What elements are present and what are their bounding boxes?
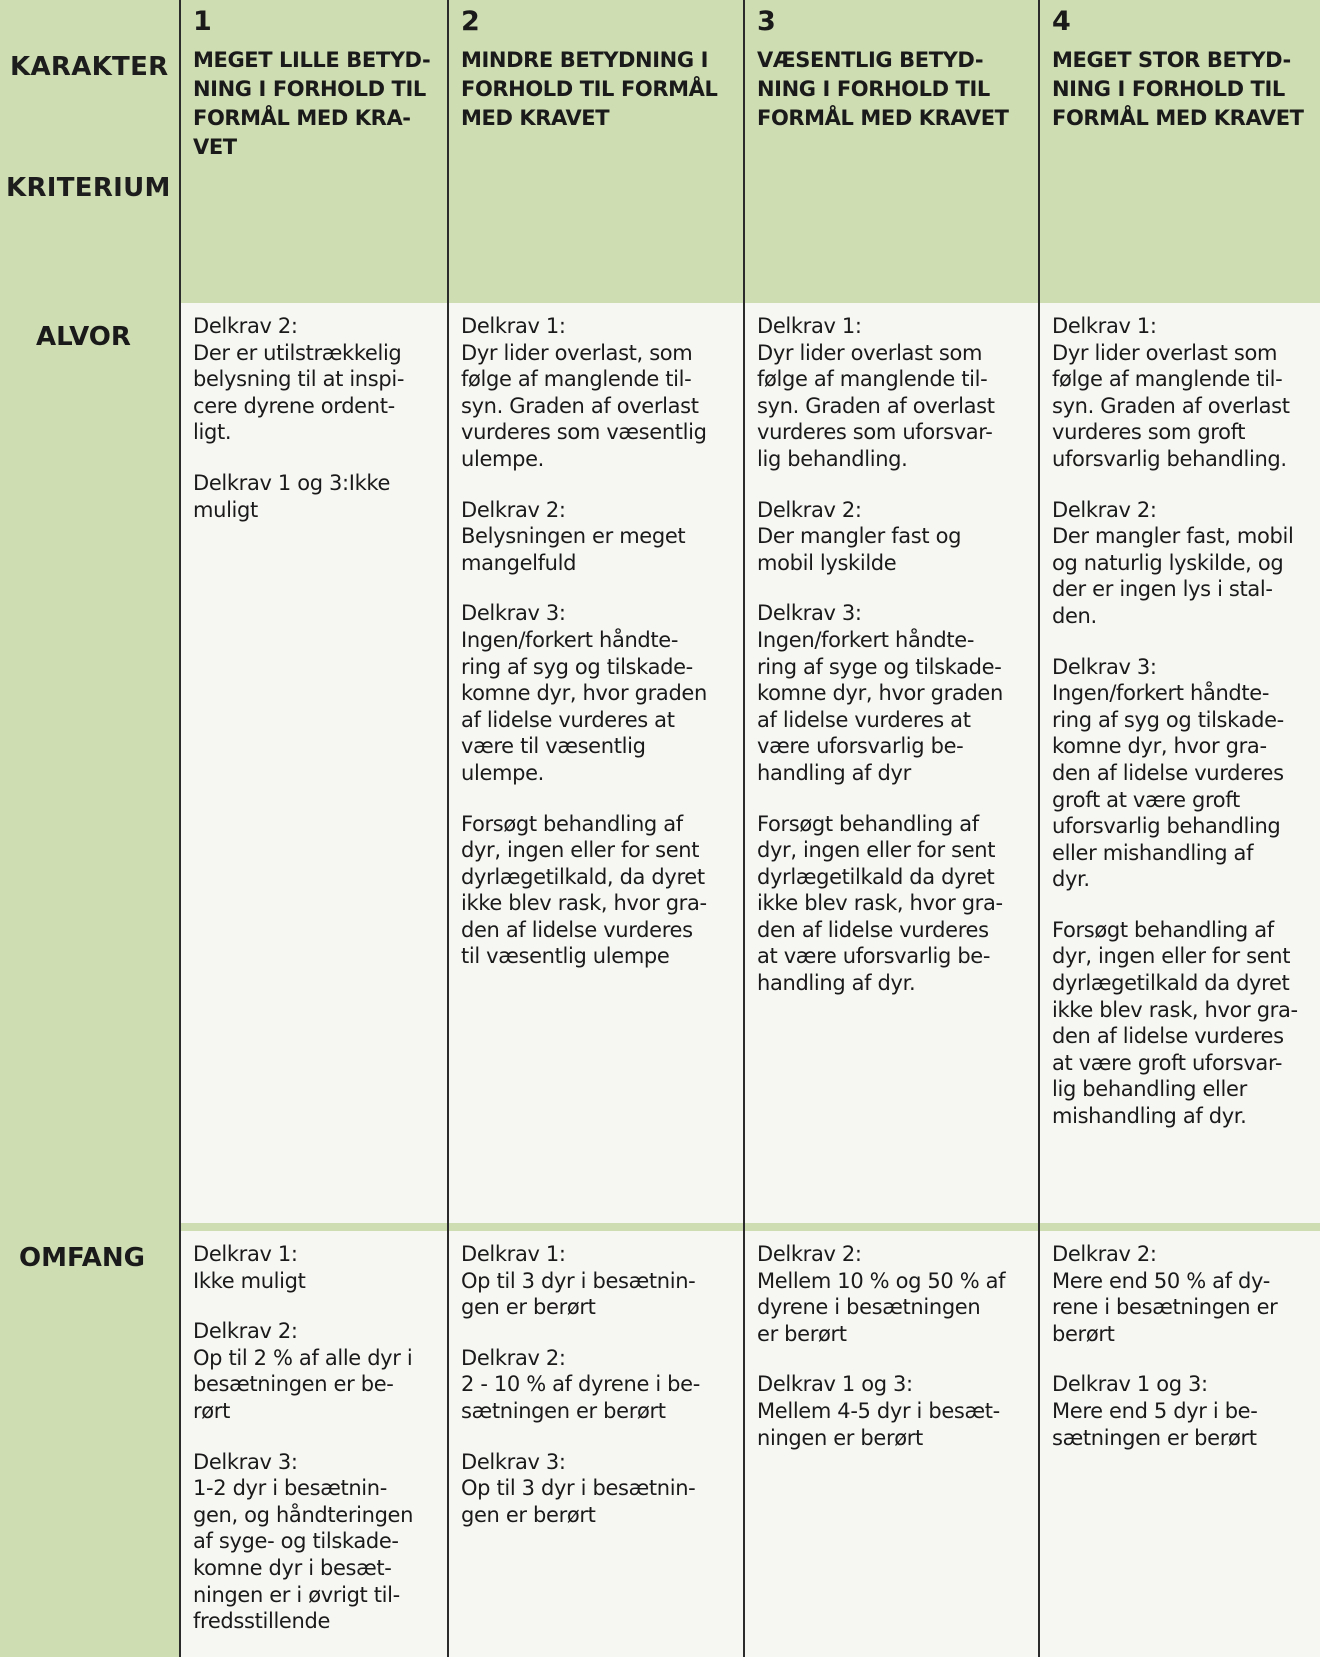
requirement-block [461, 1449, 733, 1529]
kriterium-label: KRITERIUM [6, 173, 171, 203]
grade-title: MINDRE BETYDNING I FORHOLD TIL FORMÅL MED KRAVET [461, 48, 718, 130]
requirement-block [757, 1371, 1028, 1451]
requirement-text: 1-2 dyr i besætnin- gen, og håndteringen af syge- og tilskade- komne dyr i besæt- ningen er i øvrigt til- fredsstillende [193, 1476, 414, 1634]
requirement-block [461, 1241, 733, 1321]
alvor-cell-1 [181, 303, 447, 1223]
requirement-label: Delkrav 2: [193, 314, 298, 338]
requirement-label: Delkrav 1 og 3:Ikke muligt [193, 470, 391, 522]
header-col-4 [1039, 0, 1320, 300]
requirement-label: Delkrav 3: [193, 1449, 298, 1474]
requirement-label: Delkrav 3: [461, 1449, 566, 1474]
requirement-block [461, 497, 733, 577]
requirement-text: Dyr lider overlast, som følge af manglende til- syn. Graden af overlast vurderes som væsentlig ulempe. [461, 340, 707, 471]
requirement-label: Delkrav 3: [757, 601, 862, 626]
requirement-text: Op til 3 dyr i besætnin- gen er berørt [461, 1268, 696, 1320]
requirement-label: Delkrav 2: [757, 1242, 862, 1266]
requirement-label: Delkrav 1 og 3: [757, 1372, 913, 1397]
requirement-block [193, 313, 437, 446]
requirement-block [193, 1318, 437, 1424]
requirement-block [1052, 1241, 1310, 1347]
requirement-block [757, 600, 1028, 996]
grade-number: 3 [757, 6, 776, 37]
requirement-text: Ingen/forkert håndte- ring af syge og tilskade- komne dyr, hvor graden af lidelse vurderes at være uforsvarlig be- handling af dyr [757, 627, 1003, 785]
alvor-cell-4 [1040, 303, 1320, 1223]
requirement-block [461, 1345, 733, 1425]
header-col-1 [180, 0, 448, 300]
column-divider [179, 0, 181, 1657]
requirement-block [757, 497, 1028, 577]
requirement-text: Ingen/forkert håndte- ring af syg og tilskade- komne dyr, hvor graden af lidelse vurderes at være til væsentlig ulempe. [461, 627, 707, 785]
requirement-text: Dyr lider overlast som følge af manglende til- syn. Graden af overlast vurderes som groft uforsvarlig behandling. [1052, 340, 1290, 471]
omfang-cell-4 [1040, 1231, 1320, 1657]
requirement-label: Delkrav 1 og 3: [1052, 1372, 1208, 1397]
header-col-3 [744, 0, 1039, 300]
requirement-label: Delkrav 2: [757, 497, 862, 522]
requirement-block [193, 1241, 437, 1294]
requirement-text: 2 - 10 % af dyrene i be- sætningen er berørt [461, 1372, 700, 1423]
requirement-block [1052, 654, 1310, 1130]
grade-title: MEGET STOR BETYD- NING I FORHOLD TIL FORMÅL MED KRAVET [1052, 48, 1304, 130]
requirement-text: Mellem 10 % og 50 % af dyrene i besætningen er berørt [757, 1268, 1006, 1346]
column-divider [743, 0, 745, 1657]
requirement-block [1052, 497, 1310, 630]
header-corner [0, 0, 180, 300]
requirement-block [757, 1241, 1028, 1347]
requirement-label: Delkrav 2: [1052, 1242, 1157, 1266]
grade-number: 2 [461, 6, 480, 37]
grade-number: 4 [1052, 6, 1071, 37]
requirement-label: Delkrav 1: [461, 1242, 566, 1266]
requirement-block [193, 470, 437, 523]
requirement-text: Der mangler fast, mobil og naturlig lyskilde, og der er ingen lys i stal- den. [1052, 524, 1294, 628]
row-label-omfang: OMFANG [19, 1243, 145, 1273]
alvor-cell-3 [745, 303, 1038, 1223]
requirement-text: Mellem 4-5 dyr i besæt- ningen er berørt [757, 1398, 1000, 1450]
requirement-label: Delkrav 1: [461, 314, 566, 338]
grade-title: VÆSENTLIG BETYD- NING I FORHOLD TIL FORMÅL MED KRAVET [757, 48, 1009, 130]
karakter-label: KARAKTER [10, 52, 169, 82]
requirement-block [757, 313, 1028, 473]
requirement-label: Delkrav 3: [1052, 654, 1157, 679]
requirement-text: Op til 3 dyr i besætnin- gen er berørt [461, 1476, 696, 1527]
requirement-block [193, 1449, 437, 1635]
column-divider [447, 0, 449, 1657]
requirement-label: Delkrav 1: [193, 1242, 298, 1266]
requirement-text: Op til 2 % af alle dyr i besætningen er be- rørt [193, 1345, 413, 1423]
requirement-text: Der mangler fast og mobil lyskilde [757, 524, 962, 575]
requirement-text: Mere end 5 dyr i be- sætningen er berørt [1052, 1398, 1258, 1450]
requirement-extra-text: Forsøgt behandling af dyr, ingen eller for sent dyrlægetilkald da dyret ikke blev rask, hvor gra- den af lidelse vurderes at være uforsvarlig be- handling af dyr. [757, 811, 1003, 996]
requirement-text: Mere end 50 % af dy- rene i besætningen er berørt [1052, 1268, 1278, 1346]
requirement-extra-text: Forsøgt behandling af dyr, ingen eller for sent dyrlægetilkald, da dyret ikke blev rask, hvor gra- den af lidelse vurderes til væsentlig ulempe [461, 811, 707, 969]
requirement-text: Belysningen er meget mangelfuld [461, 524, 686, 575]
requirement-label: Delkrav 1: [757, 314, 862, 338]
requirement-label: Delkrav 3: [461, 601, 566, 626]
requirement-text: Ikke muligt [193, 1268, 306, 1293]
omfang-cell-1 [181, 1231, 447, 1657]
alvor-cell-2 [449, 303, 743, 1223]
requirement-text: Der er utilstrækkelig belysning til at inspi- cere dyrene ordent- ligt. [193, 340, 405, 445]
requirement-label: Delkrav 2: [193, 1319, 298, 1344]
column-divider [1038, 0, 1040, 1657]
requirement-label: Delkrav 2: [461, 497, 566, 522]
omfang-cell-3 [745, 1231, 1038, 1657]
header-col-2 [448, 0, 744, 300]
grade-title: MEGET LILLE BETYD- NING I FORHOLD TIL FORMÅL MED KRA- VET [193, 48, 431, 159]
row-label-alvor: ALVOR [36, 322, 131, 352]
requirement-text: Ingen/forkert håndte- ring af syg og tilskade- komne dyr, hvor gra- den af lidelse vurderes groft at være groft uforsvarlig behandling eller mishandling af dyr. [1052, 681, 1284, 892]
omfang-cell-2 [449, 1231, 743, 1657]
requirement-label: Delkrav 2: [1052, 497, 1157, 522]
grade-number: 1 [193, 6, 212, 37]
requirement-extra-text: Forsøgt behandling af dyr, ingen eller for sent dyrlægetilkald da dyret ikke blev rask, hvor gra- den af lidelse vurderes at være groft uforsvar- lig behandling eller mishandling af dyr. [1052, 917, 1298, 1129]
requirement-block [461, 600, 733, 970]
requirement-label: Delkrav 1: [1052, 314, 1157, 338]
requirement-block [1052, 1371, 1310, 1451]
requirement-block [1052, 313, 1310, 473]
requirement-text: Dyr lider overlast som følge af manglende til- syn. Graden af overlast vurderes som uforsvar- lig behandling. [757, 340, 995, 471]
requirement-label: Delkrav 2: [461, 1345, 566, 1370]
requirement-block [461, 313, 733, 473]
